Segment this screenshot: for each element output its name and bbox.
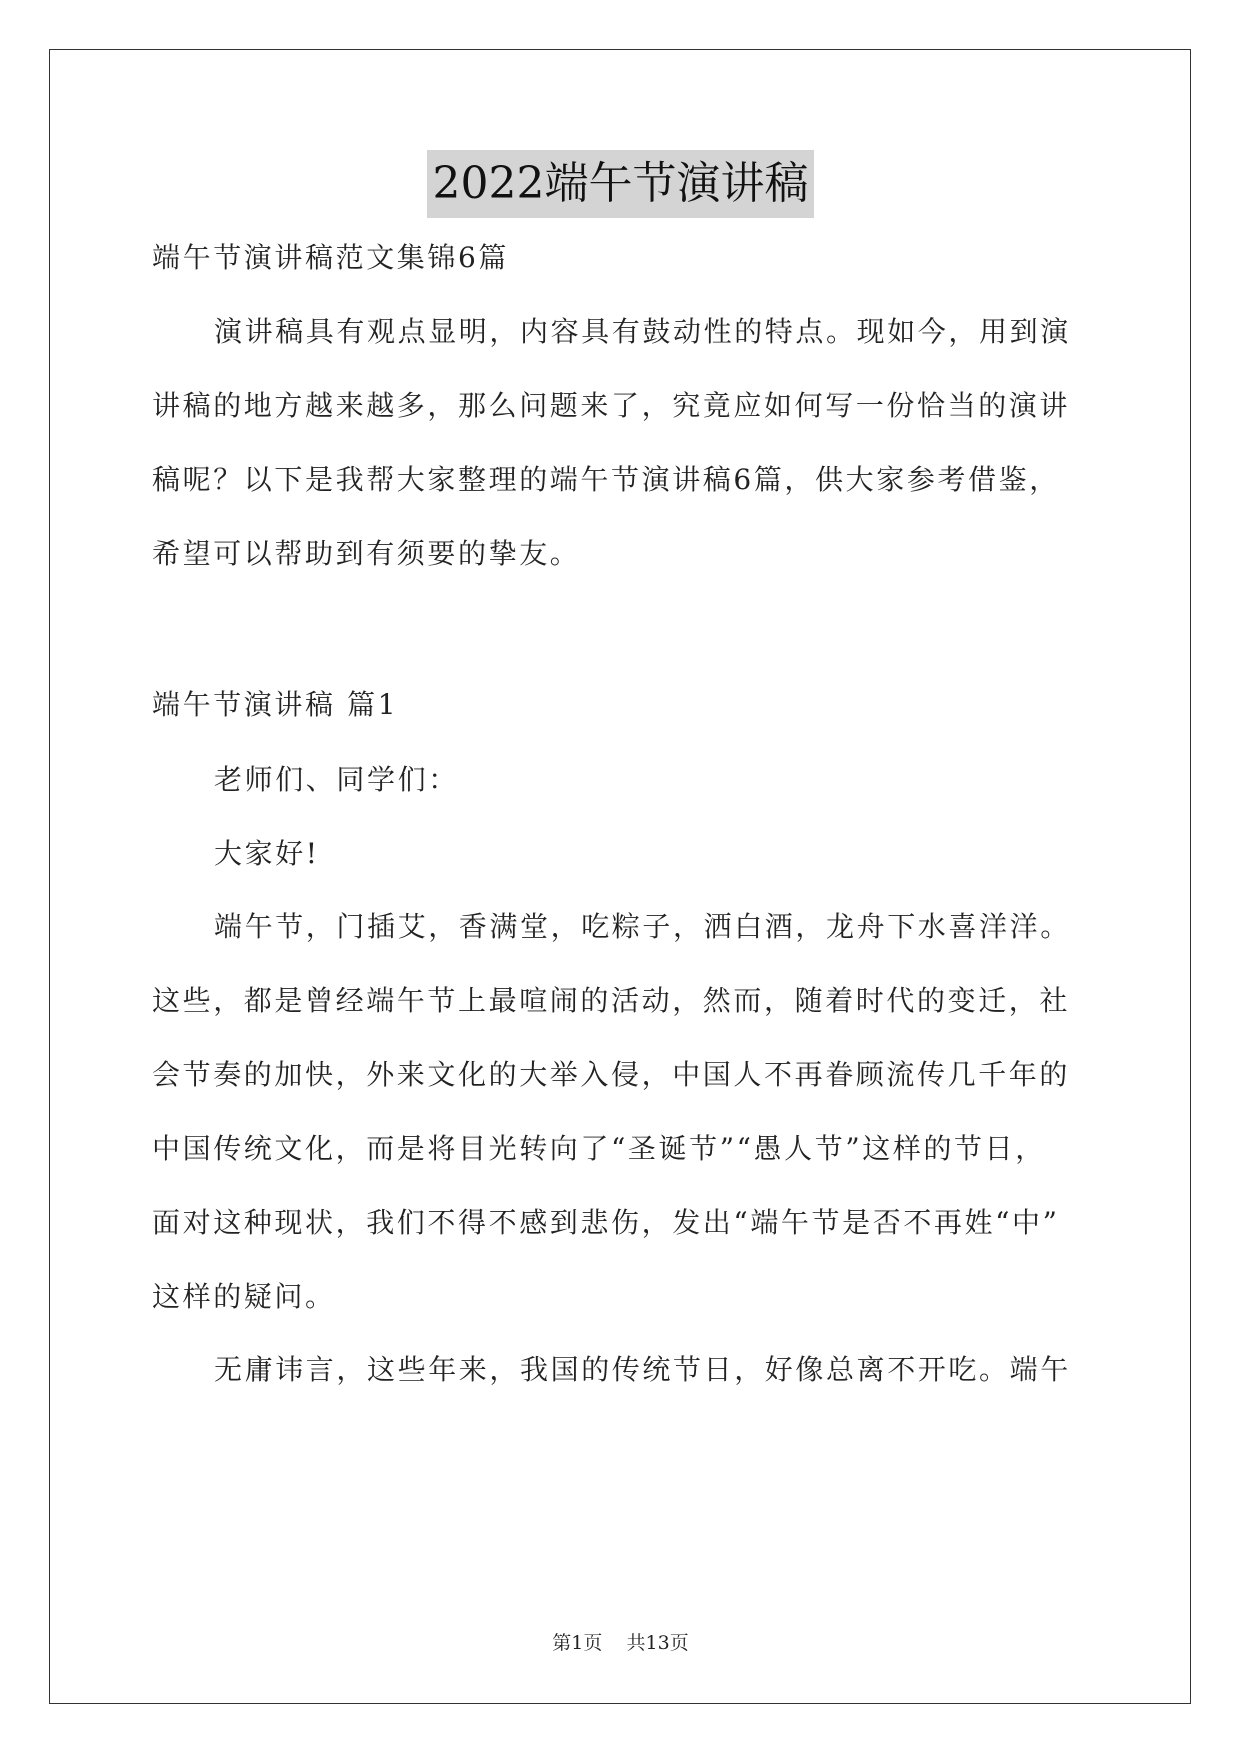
page-number: 第1页 [552, 1632, 603, 1654]
intro-line-4: 希望可以帮助到有须要的挚友。 [152, 537, 581, 570]
body-line-3: 会节奏的加快，外来文化的大举入侵，中国人不再眷顾流传几千年的 [152, 1058, 1071, 1091]
section-heading: 端午节演讲稿 篇1 [152, 688, 399, 721]
title-container [0, 150, 1241, 218]
greeting: 老师们、同学们： [214, 763, 459, 796]
body-line-5: 面对这种现状，我们不得不感到悲伤，发出“端午节是否不再姓“中” [152, 1206, 1060, 1239]
last-line: 无庸讳言，这些年来，我国的传统节日，好像总离不开吃。端午 [214, 1353, 1071, 1386]
page-total: 共13页 [626, 1632, 689, 1654]
body-line-1: 端午节，门插艾，香满堂，吃粽子，洒白酒，龙舟下水喜洋洋。 [214, 910, 1071, 943]
intro-line-2: 讲稿的地方越来越多，那么问题来了，究竟应如何写一份恰当的演讲 [152, 389, 1071, 422]
page-border [49, 49, 1191, 1704]
body-line-4: 中国传统文化，而是将目光转向了“圣诞节”“愚人节”这样的节日， [152, 1132, 1046, 1165]
body-line-6: 这样的疑问。 [152, 1280, 336, 1313]
document-title: 2022端午节演讲稿 [427, 150, 815, 218]
intro-line-1: 演讲稿具有观点显明，内容具有鼓动性的特点。现如今，用到演 [214, 315, 1071, 348]
body-line-2: 这些，都是曾经端午节上最喧闹的活动，然而，随着时代的变迁，社 [152, 984, 1071, 1017]
page-footer [0, 1630, 1241, 1656]
intro-line-3: 稿呢？以下是我帮大家整理的端午节演讲稿6篇，供大家参考借鉴， [152, 463, 1060, 496]
document-subtitle: 端午节演讲稿范文集锦6篇 [152, 241, 510, 274]
hello-line: 大家好! [214, 837, 320, 870]
